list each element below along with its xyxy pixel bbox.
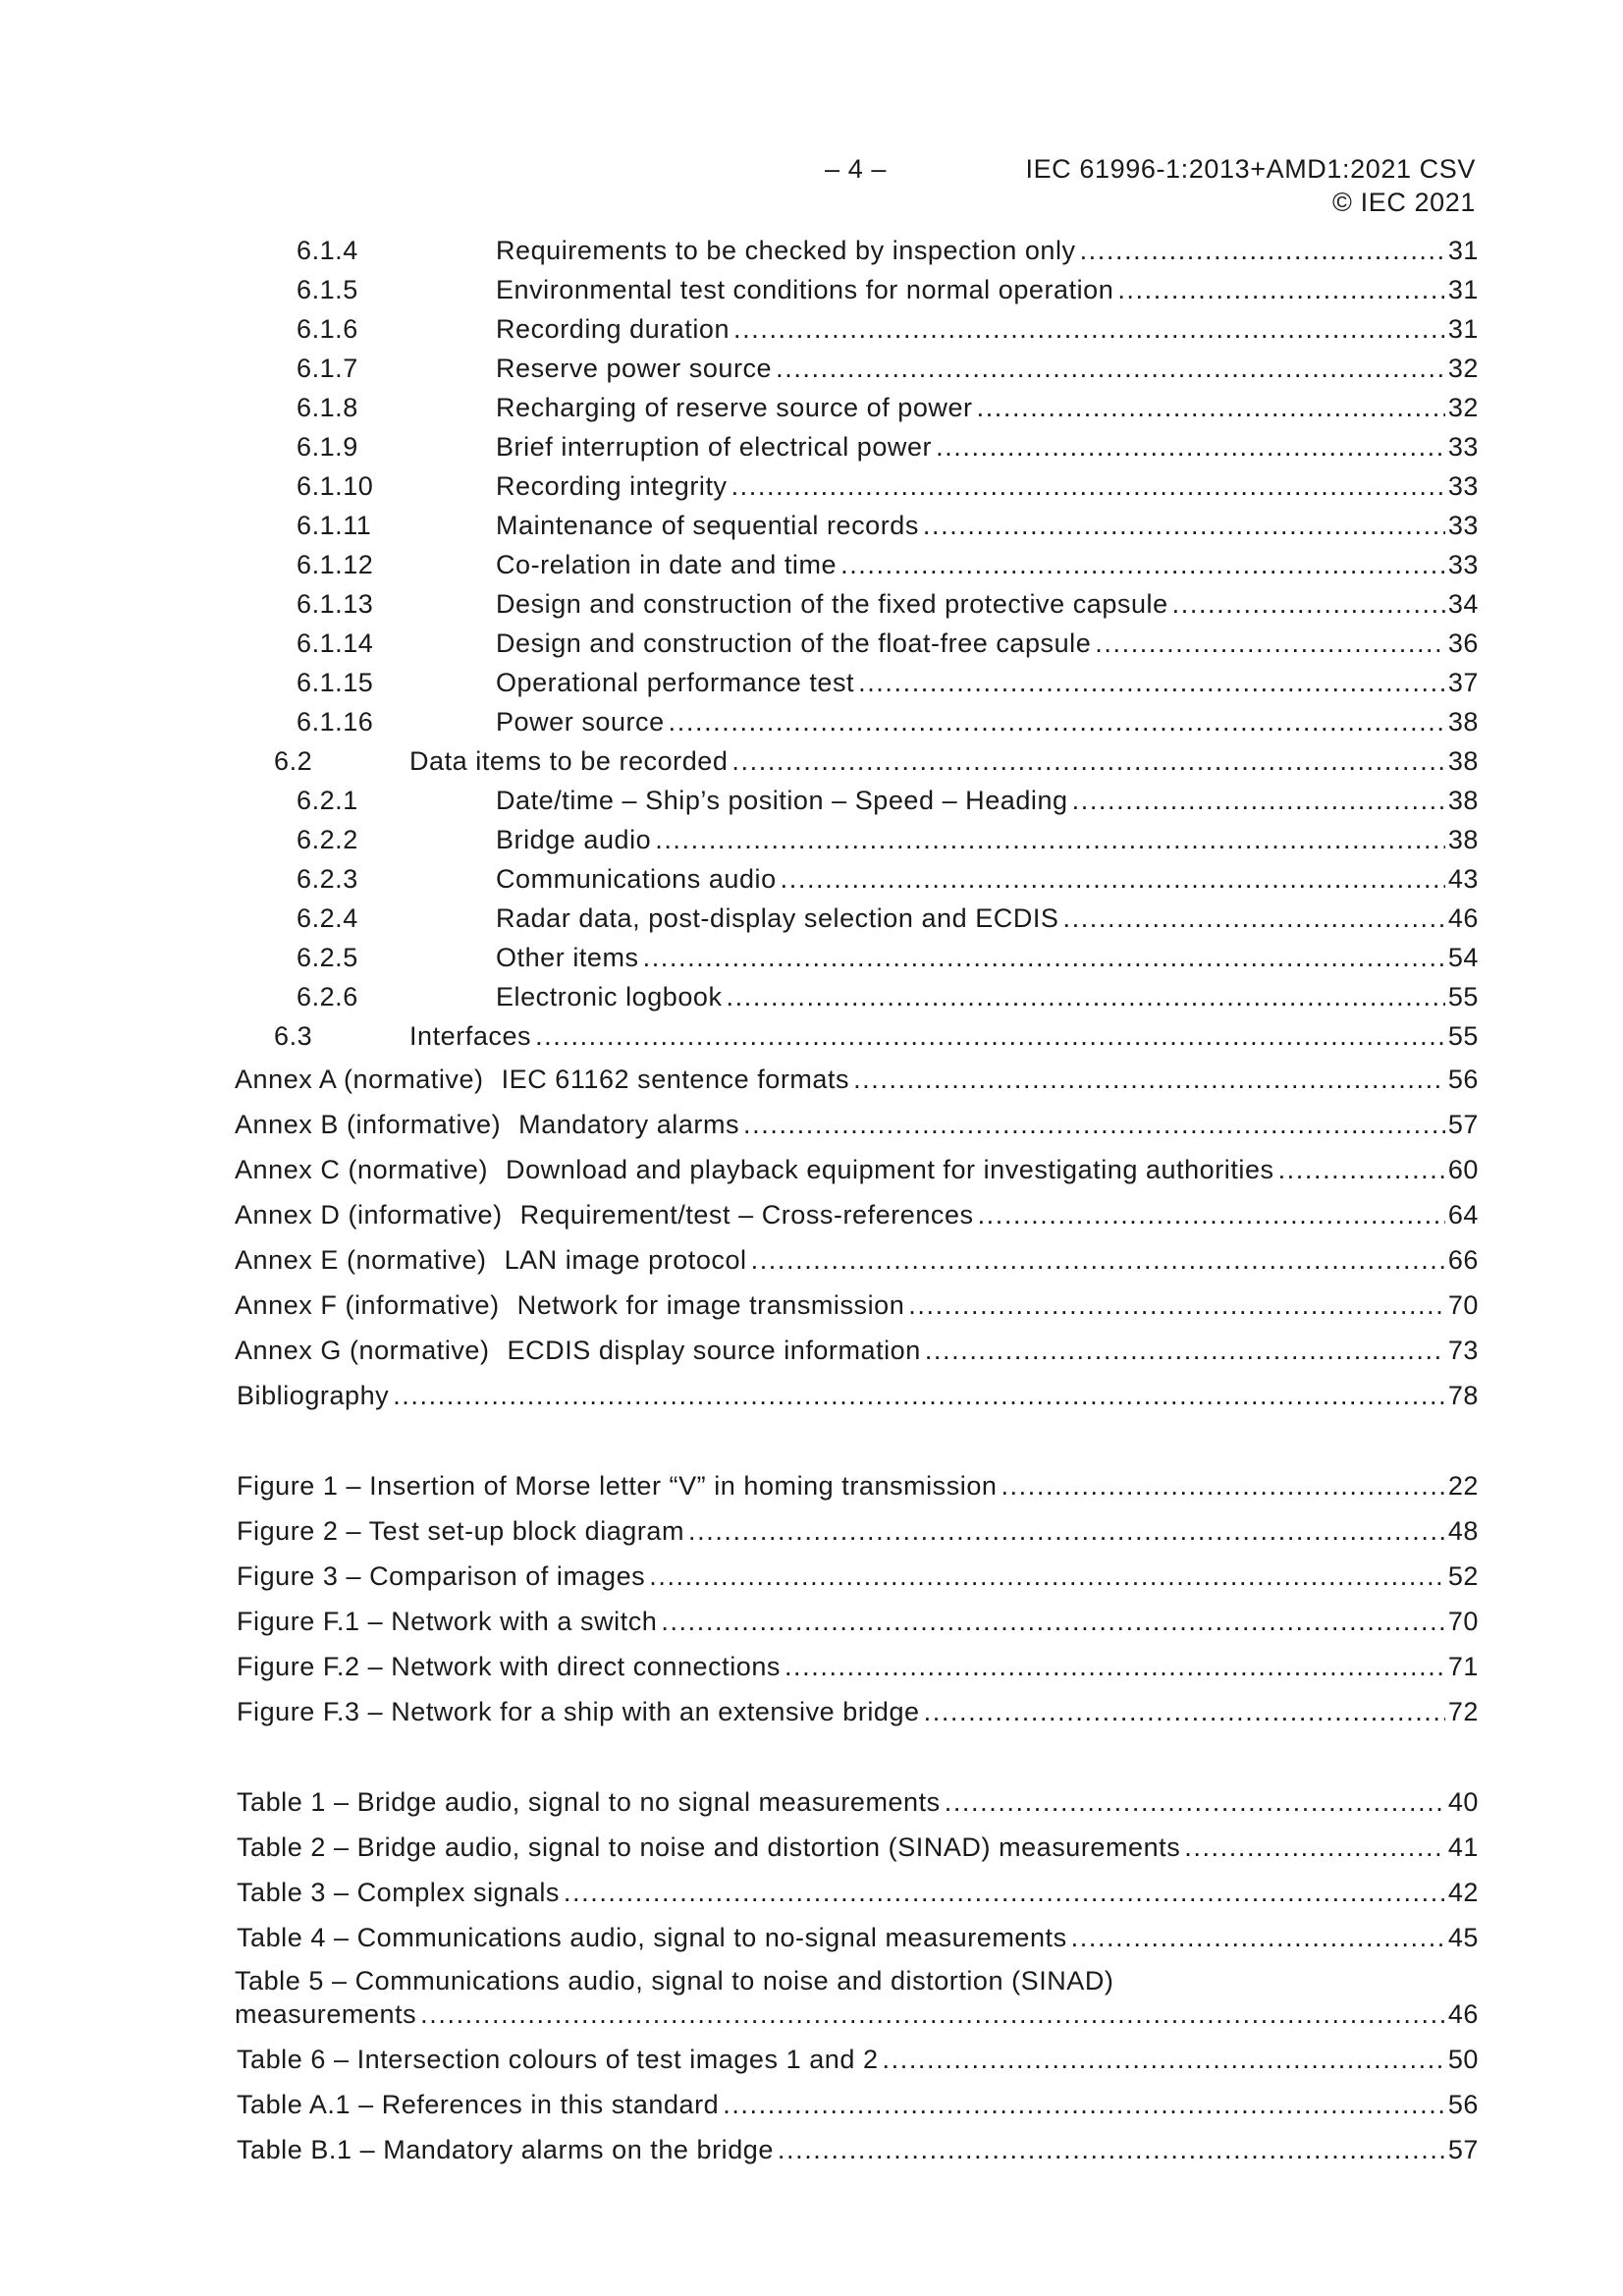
toc-entry-title: Interfaces xyxy=(409,1021,532,1051)
annex-page: 60 xyxy=(1447,1155,1479,1184)
toc-entry-number: 6.1.8 xyxy=(297,393,358,422)
annex-page: 73 xyxy=(1447,1336,1479,1365)
figure-entry-2[interactable] xyxy=(235,1512,1479,1550)
figure-title: Figure 3 – Comparison of images xyxy=(237,1561,646,1591)
figure-page: 72 xyxy=(1447,1697,1479,1726)
toc-annex-d[interactable] xyxy=(235,1196,1479,1233)
leader-dots xyxy=(908,1286,1445,1324)
toc-entry-6-3[interactable] xyxy=(235,1017,1479,1055)
table-title: Table 6 – Intersection colours of test images 1 and 2 xyxy=(237,2045,879,2074)
leader-dots xyxy=(1172,585,1445,623)
copyright-notice: © IEC 2021 xyxy=(1332,188,1476,217)
table-entry-4[interactable] xyxy=(235,1919,1479,1956)
toc-annex-e[interactable] xyxy=(235,1241,1479,1279)
toc-entry-title: Bridge audio xyxy=(496,825,652,854)
toc-entry-page: 38 xyxy=(1447,786,1479,815)
table-title: Table 1 – Bridge audio, signal to no signal measurements xyxy=(237,1787,941,1817)
toc-entry-page: 46 xyxy=(1447,903,1479,933)
figure-entry-f1[interactable] xyxy=(235,1603,1479,1640)
toc-entry-page: 31 xyxy=(1447,314,1479,344)
toc-entry-page: 55 xyxy=(1447,982,1479,1011)
toc-entry-page: 33 xyxy=(1447,432,1479,462)
figure-title: Figure F.2 – Network with direct connections xyxy=(237,1652,781,1681)
toc-entry-title: Maintenance of sequential records xyxy=(496,511,919,540)
toc-entry-6-2-2[interactable] xyxy=(235,821,1479,858)
leader-dots xyxy=(743,1106,1445,1143)
toc-entry-6-1-7[interactable] xyxy=(235,350,1479,387)
leader-dots xyxy=(923,507,1445,544)
toc-entry-6-2-5[interactable] xyxy=(235,939,1479,976)
toc-entry-page: 31 xyxy=(1447,236,1479,265)
table-page: 42 xyxy=(1447,1878,1479,1907)
leader-dots xyxy=(778,2131,1445,2168)
toc-annex-c[interactable] xyxy=(235,1151,1479,1188)
toc-entry-page: 33 xyxy=(1447,471,1479,501)
toc-entry-title: Requirements to be checked by inspection only xyxy=(496,236,1076,265)
toc-entry-page: 38 xyxy=(1447,825,1479,854)
figure-entry-f3[interactable] xyxy=(235,1693,1479,1730)
toc-entry-6-1-16[interactable] xyxy=(235,703,1479,740)
leader-dots xyxy=(883,2041,1445,2078)
toc-entry-6-2-4[interactable] xyxy=(235,900,1479,937)
toc-entry-6-1-14[interactable] xyxy=(235,625,1479,662)
leader-dots xyxy=(1071,1919,1445,1956)
toc-entry-page: 33 xyxy=(1447,550,1479,579)
leader-dots xyxy=(858,664,1445,701)
annex-title: Mandatory alarms xyxy=(518,1110,740,1139)
leader-dots xyxy=(1063,900,1445,937)
toc-entry-6-1-4[interactable] xyxy=(235,232,1479,269)
annex-title: Network for image transmission xyxy=(516,1290,905,1320)
table-entry-a1[interactable] xyxy=(235,2086,1479,2123)
toc-entry-title: Brief interruption of electrical power xyxy=(496,432,933,462)
leader-dots xyxy=(924,1693,1445,1730)
leader-dots xyxy=(781,860,1445,898)
table-title: Table 4 – Communications audio, signal to no-signal measurements xyxy=(237,1923,1067,1952)
toc-entry-6-2-1[interactable] xyxy=(235,782,1479,819)
toc-entry-page: 32 xyxy=(1447,393,1479,422)
leader-dots xyxy=(1001,1467,1444,1504)
toc-annex-g[interactable] xyxy=(235,1332,1479,1369)
annex-label: Annex B (informative) xyxy=(235,1110,502,1139)
figure-entry-f2[interactable] xyxy=(235,1648,1479,1685)
leader-dots xyxy=(535,1017,1445,1055)
toc-entry-page: 54 xyxy=(1447,943,1479,972)
toc-entry-title: Recording integrity xyxy=(496,471,728,501)
toc-bibliography[interactable] xyxy=(235,1377,1479,1414)
toc-entry-number: 6.2.3 xyxy=(297,864,358,894)
toc-entry-number: 6.1.14 xyxy=(297,629,374,658)
toc-entry-title: Design and construction of the float-free capsule xyxy=(496,629,1092,658)
toc-entry-title: Electronic logbook xyxy=(496,982,723,1011)
leader-dots xyxy=(945,1783,1445,1821)
figure-title: Figure 1 – Insertion of Morse letter “V” in homing transmission xyxy=(237,1471,998,1501)
annex-label: Annex C (normative) xyxy=(235,1155,489,1184)
toc-entry-number: 6.1.16 xyxy=(297,707,374,737)
toc-entry-title: Co-relation in date and time xyxy=(496,550,838,579)
annex-label: Annex G (normative) xyxy=(235,1336,490,1365)
leader-dots xyxy=(731,742,1444,780)
leader-dots xyxy=(840,546,1445,583)
bibliography-page: 78 xyxy=(1447,1381,1479,1410)
toc-entry-title: Data items to be recorded xyxy=(409,746,729,776)
leader-dots xyxy=(393,1377,1445,1414)
annex-page: 70 xyxy=(1447,1290,1479,1320)
leader-dots xyxy=(776,350,1445,387)
leader-dots xyxy=(723,2086,1445,2123)
leader-dots xyxy=(1278,1151,1445,1188)
toc-entry-number: 6.1.4 xyxy=(297,236,358,265)
toc-entry-title: Operational performance test xyxy=(496,668,855,697)
annex-label: Annex A (normative) xyxy=(235,1065,484,1094)
toc-entry-number: 6.1.6 xyxy=(297,314,358,344)
toc-entry-title: Communications audio xyxy=(496,864,777,894)
leader-dots xyxy=(688,1512,1445,1550)
leader-dots xyxy=(643,939,1445,976)
annex-title: IEC 61162 sentence formats xyxy=(501,1065,850,1094)
leader-dots xyxy=(1117,271,1445,308)
annex-label: Annex E (normative) xyxy=(235,1245,487,1275)
annex-title: ECDIS display source information xyxy=(507,1336,921,1365)
leader-dots xyxy=(936,428,1445,465)
leader-dots xyxy=(853,1061,1445,1098)
toc-entry-title: Power source xyxy=(496,707,665,737)
toc-entry-6-2-6[interactable] xyxy=(235,978,1479,1015)
toc-annex-b[interactable] xyxy=(235,1106,1479,1143)
toc-entry-6-2-3[interactable] xyxy=(235,860,1479,898)
annex-page: 56 xyxy=(1447,1065,1479,1094)
toc-entry-number: 6.2.6 xyxy=(297,982,358,1011)
leader-dots xyxy=(1072,782,1445,819)
toc-entry-page: 36 xyxy=(1447,629,1479,658)
leader-dots xyxy=(1080,232,1445,269)
toc-entry-page: 38 xyxy=(1447,707,1479,737)
toc-annex-f[interactable] xyxy=(235,1286,1479,1324)
toc-entry-number: 6.2.1 xyxy=(297,786,358,815)
figure-entry-1[interactable] xyxy=(235,1467,1479,1504)
annex-page: 64 xyxy=(1447,1200,1479,1230)
toc-entry-number: 6.1.10 xyxy=(297,471,374,501)
toc-entry-number: 6.2.4 xyxy=(297,903,358,933)
table-page: 41 xyxy=(1447,1832,1479,1862)
figure-page: 22 xyxy=(1447,1471,1479,1501)
figure-entry-3[interactable] xyxy=(235,1558,1479,1595)
table-page: 46 xyxy=(1447,1999,1479,2029)
annex-title: Download and playback equipment for investigating authorities xyxy=(506,1155,1274,1184)
toc-entry-number: 6.2 xyxy=(274,746,313,776)
page-number: – 4 – xyxy=(825,154,888,184)
leader-dots xyxy=(655,821,1445,858)
toc-entry-page: 37 xyxy=(1447,668,1479,697)
figure-title: Figure F.3 – Network for a ship with an extensive bridge xyxy=(237,1697,920,1726)
toc-entry-6-1-5[interactable] xyxy=(235,271,1479,308)
toc-entry-title: Recording duration xyxy=(496,314,730,344)
document-id: IEC 61996-1:2013+AMD1:2021 CSV xyxy=(1025,154,1476,184)
toc-entry-page: 43 xyxy=(1447,864,1479,894)
table-title-line2: measurements xyxy=(235,1999,417,2029)
toc-entry-6-1-15[interactable] xyxy=(235,664,1479,701)
toc-entry-number: 6.1.11 xyxy=(297,511,372,540)
toc-entry-number: 6.1.15 xyxy=(297,668,374,697)
leader-dots xyxy=(727,978,1445,1015)
toc-entry-page: 38 xyxy=(1447,746,1479,776)
figure-page: 71 xyxy=(1447,1652,1479,1681)
toc-entry-title: Reserve power source xyxy=(496,354,773,383)
figure-title: Figure F.1 – Network with a switch xyxy=(237,1607,658,1636)
annex-label: Annex D (informative) xyxy=(235,1200,503,1230)
leader-dots xyxy=(649,1558,1445,1595)
toc-entry-number: 6.3 xyxy=(274,1021,313,1051)
toc-entry-page: 32 xyxy=(1447,354,1479,383)
toc-entry-page: 31 xyxy=(1447,275,1479,304)
annex-title: Requirement/test – Cross-references xyxy=(519,1200,974,1230)
toc-entry-title: Environmental test conditions for normal operation xyxy=(496,275,1114,304)
table-title: Table A.1 – References in this standard xyxy=(237,2090,720,2119)
toc-entry-6-1-9[interactable] xyxy=(235,428,1479,465)
toc-entry-6-1-11[interactable] xyxy=(235,507,1479,544)
toc-entry-title: Date/time – Ship’s position – Speed – Heading xyxy=(496,786,1068,815)
table-title-continued xyxy=(235,1997,1479,2031)
table-page: 40 xyxy=(1447,1787,1479,1817)
toc-entry-6-1-8[interactable] xyxy=(235,389,1479,426)
toc-entry-page: 33 xyxy=(1447,511,1479,540)
figure-title: Figure 2 – Test set-up block diagram xyxy=(237,1516,685,1546)
table-entry-2[interactable] xyxy=(235,1829,1479,1866)
bibliography-title: Bibliography xyxy=(237,1381,390,1410)
table-entry-3[interactable] xyxy=(235,1874,1479,1911)
table-entry-6[interactable] xyxy=(235,2041,1479,2078)
annex-page: 66 xyxy=(1447,1245,1479,1275)
toc-entry-6-1-6[interactable] xyxy=(235,310,1479,348)
table-title: Table 2 – Bridge audio, signal to noise and distortion (SINAD) measurements xyxy=(237,1832,1181,1862)
toc-entry-number: 6.1.9 xyxy=(297,432,358,462)
figure-page: 70 xyxy=(1447,1607,1479,1636)
toc-entry-6-2[interactable] xyxy=(235,742,1479,780)
annex-title: LAN image protocol xyxy=(504,1245,747,1275)
toc-entry-title: Design and construction of the fixed protective capsule xyxy=(496,589,1168,619)
leader-dots xyxy=(1095,625,1445,662)
toc-entry-6-1-13[interactable] xyxy=(235,585,1479,623)
leader-dots xyxy=(733,310,1445,348)
page-header xyxy=(0,154,1623,223)
toc-annex-a[interactable] xyxy=(235,1061,1479,1098)
toc-entry-title: Radar data, post-display selection and ECDIS xyxy=(496,903,1059,933)
toc-entry-page: 34 xyxy=(1447,589,1479,619)
table-title: Table 3 – Complex signals xyxy=(237,1878,560,1907)
table-title: Table 5 – Communications audio, signal to noise and distortion (SINAD) xyxy=(235,1966,1114,1995)
leader-dots xyxy=(751,1241,1445,1279)
toc-entry-number: 6.2.2 xyxy=(297,825,358,854)
figure-page: 48 xyxy=(1447,1516,1479,1546)
leader-dots xyxy=(1184,1829,1445,1866)
leader-dots xyxy=(978,1196,1445,1233)
leader-dots xyxy=(925,1332,1445,1369)
annex-label: Annex F (informative) xyxy=(235,1290,500,1320)
table-page: 56 xyxy=(1447,2090,1479,2119)
table-entry-b1[interactable] xyxy=(235,2131,1479,2168)
table-title: Table B.1 – Mandatory alarms on the bridge xyxy=(237,2135,774,2164)
toc-entry-title: Other items xyxy=(496,943,639,972)
leader-dots xyxy=(661,1603,1445,1640)
toc-entry-6-1-10[interactable] xyxy=(235,467,1479,505)
figure-page: 52 xyxy=(1447,1561,1479,1591)
toc-entry-number: 6.2.5 xyxy=(297,943,358,972)
table-page: 50 xyxy=(1447,2045,1479,2074)
leader-dots xyxy=(564,1874,1445,1911)
leader-dots xyxy=(977,389,1445,426)
toc-entry-page: 55 xyxy=(1447,1021,1479,1051)
leader-dots xyxy=(731,467,1445,505)
toc-entry-number: 6.1.5 xyxy=(297,275,358,304)
toc-entry-number: 6.1.13 xyxy=(297,589,374,619)
table-entry-1[interactable] xyxy=(235,1783,1479,1821)
toc-entry-number: 6.1.7 xyxy=(297,354,358,383)
table-entry-5[interactable] xyxy=(235,1964,1479,2031)
leader-dots xyxy=(669,703,1445,740)
table-page: 45 xyxy=(1447,1923,1479,1952)
toc-entry-number: 6.1.12 xyxy=(297,550,374,579)
toc-entry-title: Recharging of reserve source of power xyxy=(496,393,973,422)
table-page: 57 xyxy=(1447,2135,1479,2164)
annex-page: 57 xyxy=(1447,1110,1479,1139)
toc-entry-6-1-12[interactable] xyxy=(235,546,1479,583)
leader-dots xyxy=(420,1997,1445,2031)
leader-dots xyxy=(784,1648,1445,1685)
